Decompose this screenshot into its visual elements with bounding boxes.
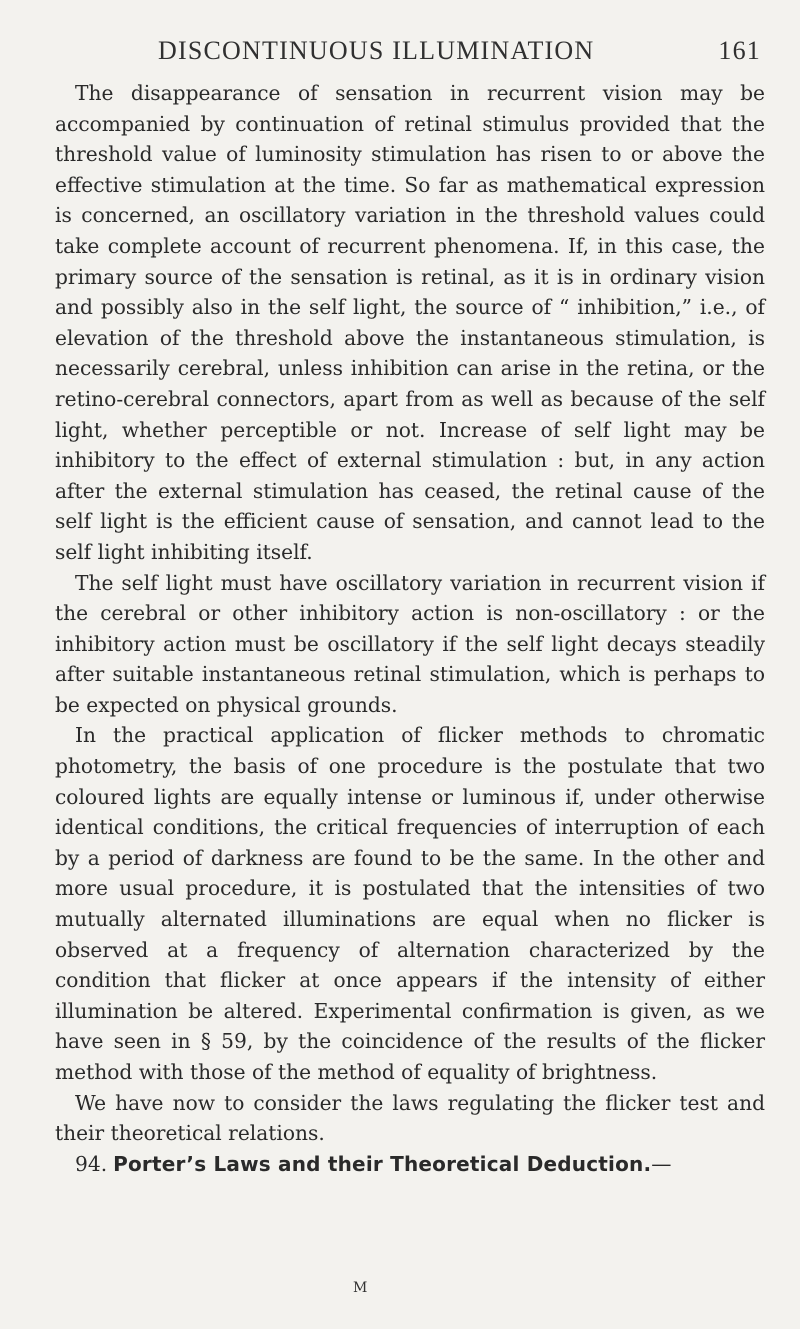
paragraph-1: The disappearance of sensation in recurrent vision may be accompanied by continuation of retinal stimulus provided that the threshold value of luminosity stimulation has risen to or above the effective stimulation at the time. So far as mathematical expression is concerned, an oscillatory variation in the threshold values could take complete account of recurrent phenomena. If, in this case, the primary source of the sensation is retinal, as it is in ordinary vision and possibly also in the self light, the source of “ inhibition,” i.e., of elevation of the threshold above the instantaneous stimulation, is necessarily cerebral, unless inhibition can arise in the retina, or the retino-cerebral connectors, apart from as well as because of the self light, whether perceptible or not. Increase of self light may be inhibitory to the effect of external stimulation : but, in any action after the external stimulation has ceased, the retinal cause of the self light is the efficient cause of sensation, and cannot lead to the self light inhibiting itself. <box>55 81 765 564</box>
body-text <box>55 78 765 1179</box>
section-number: 94. <box>75 1151 108 1176</box>
section-dash: — <box>651 1151 672 1176</box>
paragraph-2: The self light must have oscillatory variation in recurrent vision if the cerebral or other inhibitory action is non-oscillatory : or the inhibitory action must be oscillatory if the self light decays steadily after suitable instantaneous retinal stimulation, which is perhaps to be expected on physical grounds. <box>55 570 765 717</box>
section-heading: Porter’s Laws and their Theoretical Deduction. <box>113 1151 652 1176</box>
page-number: 161 <box>718 36 761 65</box>
running-title: DISCONTINUOUS ILLUMINATION <box>158 36 595 65</box>
section-heading-line <box>55 1149 765 1180</box>
signature-mark: M <box>353 1280 369 1296</box>
paragraph-3: In the practical application of flicker methods to chromatic photometry, the basis of one procedure is the postulate that two coloured lights are equally intense or luminous if, under otherwise identical conditions, the critical frequencies of interruption of each by a period of darkness are found to be the same. In the other and more usual procedure, it is postulated that the intensities of two mutually alternated illuminations are equal when no flicker is observed at a frequency of alternation characterized by the condition that flicker at once appears if the intensity of either illumination be altered. Experimental confirmation is given, as we have seen in § 59, by the coincidence of the results of the flicker method with those of the method of equality of brightness. <box>55 723 765 1084</box>
paragraph-4: We have now to consider the laws regulating the flicker test and their theoretical relations. <box>55 1090 765 1146</box>
running-head <box>55 28 765 78</box>
page <box>55 28 765 1179</box>
